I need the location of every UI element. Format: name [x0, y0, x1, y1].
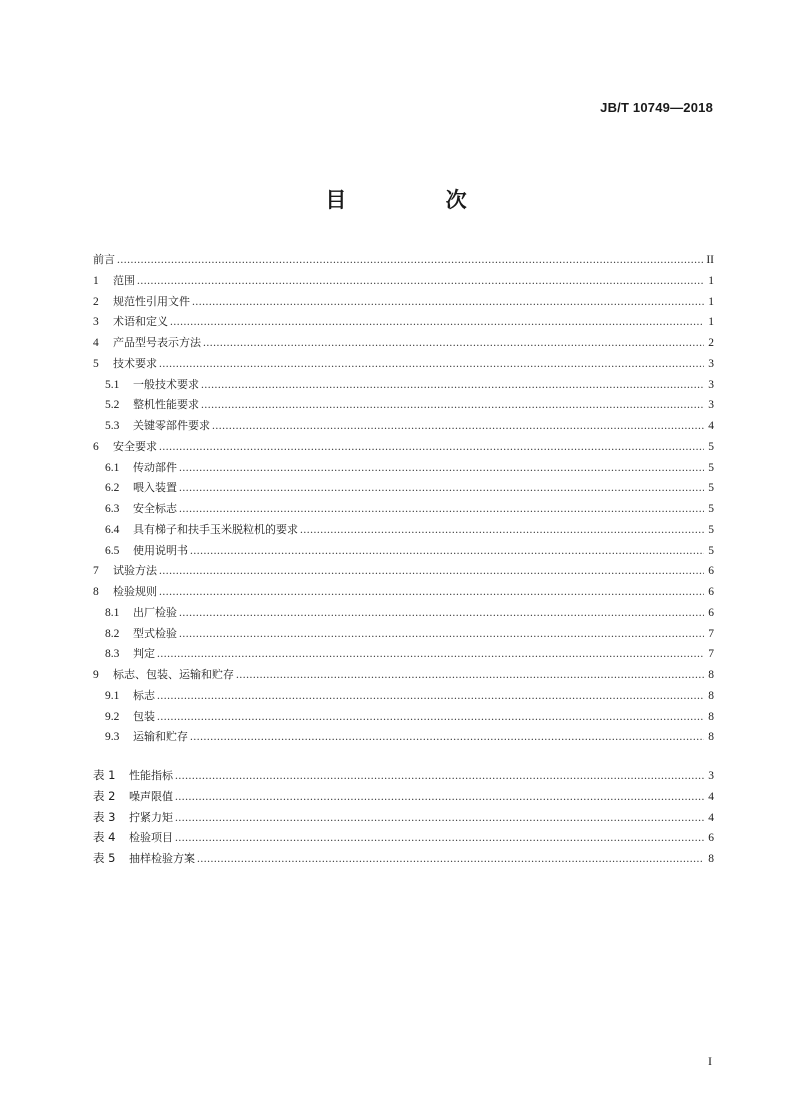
dot-leader: [159, 561, 704, 582]
toc-entry-title: 喂入装置: [133, 481, 177, 495]
toc-entry-title: 一般技术要求: [133, 377, 199, 391]
toc-entry-page: 1: [708, 295, 714, 308]
dot-leader: [203, 333, 704, 354]
toc-entry-page: 6: [708, 565, 714, 578]
toc-entry[interactable]: [93, 271, 714, 292]
toc-entry-number: 1: [93, 274, 99, 287]
toc-entry-page: 8: [708, 669, 714, 681]
toc-entry-title: 包装: [133, 709, 155, 723]
dot-leader: [179, 458, 704, 479]
toc-entry-title: 范围: [113, 273, 135, 287]
toc-entry[interactable]: [93, 354, 714, 375]
toc-entry-page: 1: [708, 316, 714, 329]
toc-entry-page: 8: [708, 731, 714, 744]
dot-leader: [175, 787, 704, 808]
toc-entry[interactable]: [93, 765, 714, 786]
toc-entry[interactable]: [93, 312, 714, 333]
toc-entry-page: 4: [708, 420, 714, 432]
table-of-contents: [93, 250, 714, 869]
dot-leader: [190, 727, 704, 748]
dot-leader: [175, 766, 704, 787]
toc-entry-page: 6: [708, 606, 714, 619]
dot-leader: [300, 520, 704, 541]
toc-entry-title: 检验规则: [113, 585, 157, 598]
dot-leader: [179, 478, 704, 499]
toc-entry-page: 5: [708, 503, 714, 515]
toc-table-list: [93, 765, 714, 869]
dot-leader: [170, 312, 704, 333]
toc-entry[interactable]: [93, 786, 714, 807]
toc-entry[interactable]: [93, 375, 714, 396]
toc-entry-title: 判定: [133, 647, 155, 661]
toc-entry-title: 拧紧力矩: [129, 810, 173, 824]
toc-entry[interactable]: [93, 478, 714, 499]
toc-entry-page: 1: [708, 274, 714, 287]
toc-entry-title: 术语和定义: [113, 315, 168, 329]
page-title: 目 次: [325, 188, 513, 212]
toc-entry-number: 9.1: [105, 689, 120, 702]
toc-entry[interactable]: [93, 807, 714, 828]
toc-entry-title: 标志: [133, 688, 155, 702]
toc-entry-page: 6: [708, 586, 714, 598]
toc-section-list: [93, 250, 714, 748]
toc-entry-title: 抽样检验方案: [129, 852, 195, 865]
dot-leader: [157, 707, 704, 728]
toc-entry[interactable]: [93, 437, 714, 458]
toc-entry-number: 5.1: [105, 378, 120, 391]
toc-entry-title: 安全标志: [133, 502, 177, 515]
toc-entry-page: 5: [708, 461, 714, 474]
dot-leader: [179, 603, 704, 624]
toc-entry[interactable]: [93, 333, 714, 354]
toc-entry-number: 6.3: [105, 503, 120, 515]
toc-entry-number: 8.1: [105, 606, 120, 619]
toc-entry-title: 试验方法: [113, 564, 157, 578]
toc-entry-title: 噪声限值: [129, 789, 173, 803]
dot-leader: [137, 271, 704, 292]
toc-entry[interactable]: [93, 520, 714, 541]
toc-entry[interactable]: [93, 499, 714, 520]
toc-entry-page: 4: [708, 790, 714, 803]
toc-entry-number: 6.1: [105, 461, 120, 474]
toc-entry-title: 整机性能要求: [133, 398, 199, 412]
toc-entry-title: 安全要求: [113, 439, 157, 453]
dot-leader: [190, 541, 704, 562]
toc-entry-page: 3: [708, 399, 714, 412]
toc-entry-number: 5.2: [105, 399, 120, 412]
document-code: JB/T 10749—2018: [600, 100, 713, 115]
dot-leader: [159, 354, 704, 375]
toc-entry[interactable]: [93, 395, 714, 416]
toc-entry-number: 8.3: [105, 648, 120, 661]
dot-leader: [157, 686, 704, 707]
toc-entry-title: 检验项目: [129, 831, 173, 845]
toc-entry-number: 5: [93, 357, 99, 370]
toc-entry-number: 8.2: [105, 627, 120, 640]
toc-entry[interactable]: [93, 292, 714, 313]
toc-entry[interactable]: [93, 561, 714, 582]
toc-entry-page: 5: [708, 523, 714, 536]
toc-entry-number: 6.4: [105, 523, 120, 536]
toc-entry-title: 标志、包装、运输和贮存: [113, 668, 234, 681]
toc-entry-number: 9: [93, 669, 99, 681]
dot-leader: [192, 292, 704, 313]
toc-entry-title: 运输和贮存: [133, 730, 188, 744]
toc-entry[interactable]: [93, 665, 714, 686]
toc-entry-number: 8: [93, 586, 99, 598]
toc-entry[interactable]: [93, 541, 714, 562]
toc-entry-number: 4: [93, 337, 99, 349]
toc-entry-page: 5: [708, 482, 714, 495]
dot-leader: [179, 624, 704, 645]
toc-entry-number: 5.3: [105, 420, 120, 432]
dot-leader: [175, 828, 704, 849]
toc-entry-title: 出厂检验: [133, 605, 177, 619]
toc-entry-number: 7: [93, 565, 99, 578]
toc-entry[interactable]: [93, 707, 714, 728]
toc-entry-number: 6.2: [105, 482, 120, 495]
page-number: I: [708, 1054, 712, 1068]
dot-leader: [197, 849, 704, 870]
toc-entry[interactable]: [93, 848, 714, 869]
toc-entry-title: 规范性引用文件: [113, 294, 190, 308]
toc-entry-number: 2: [93, 295, 99, 308]
toc-entry-page: 7: [708, 627, 714, 640]
toc-entry[interactable]: [93, 727, 714, 748]
toc-entry-title: 前言: [93, 253, 115, 266]
toc-entry-title: 传动部件: [133, 460, 177, 474]
toc-entry-page: 3: [708, 378, 714, 391]
dot-leader: [179, 499, 704, 520]
toc-entry-title: 型式检验: [133, 626, 177, 640]
toc-entry-title: 技术要求: [113, 356, 157, 370]
toc-entry[interactable]: [93, 603, 714, 624]
dot-leader: [157, 644, 704, 665]
toc-entry-page: 8: [708, 689, 714, 702]
toc-entry-page: 6: [708, 832, 714, 845]
toc-entry[interactable]: [93, 250, 714, 271]
toc-entry-title: 性能指标: [129, 769, 173, 782]
toc-entry-title: 具有梯子和扶手玉米脱粒机的要求: [133, 522, 298, 536]
toc-entry[interactable]: [93, 582, 714, 603]
toc-entry-number: 表 3: [93, 809, 116, 824]
toc-entry-number: 6: [93, 440, 99, 453]
toc-entry-title: 产品型号表示方法: [113, 336, 201, 349]
toc-entry-page: 4: [708, 811, 714, 824]
toc-entry-number: 表 5: [93, 851, 116, 865]
toc-spacer: [93, 748, 714, 765]
toc-entry-number: 6.5: [105, 544, 120, 557]
toc-entry-page: 8: [708, 853, 714, 865]
dot-leader: [212, 416, 704, 437]
dot-leader: [201, 395, 704, 416]
toc-entry[interactable]: [93, 827, 714, 848]
dot-leader: [159, 582, 704, 603]
toc-entry-page: 5: [708, 440, 714, 453]
toc-entry-number: 9.2: [105, 710, 120, 723]
dot-leader: [175, 808, 704, 829]
toc-entry[interactable]: [93, 624, 714, 645]
toc-entry[interactable]: [93, 458, 714, 479]
toc-entry[interactable]: [93, 644, 714, 665]
dot-leader: [236, 665, 704, 686]
toc-entry-page: 5: [708, 544, 714, 557]
dot-leader: [159, 437, 704, 458]
toc-entry-title: 使用说明书: [133, 543, 188, 557]
dot-leader: [117, 250, 704, 271]
toc-entry-number: 表 4: [93, 830, 116, 845]
toc-entry-number: 3: [93, 316, 99, 329]
toc-entry-number: 表 2: [93, 788, 116, 803]
toc-entry[interactable]: [93, 686, 714, 707]
toc-entry-page: II: [706, 254, 714, 266]
toc-entry-title: 关键零部件要求: [133, 419, 210, 432]
toc-entry-page: 8: [708, 710, 714, 723]
toc-entry-page: 3: [708, 770, 714, 782]
toc-entry[interactable]: [93, 416, 714, 437]
toc-entry-number: 表 1: [93, 768, 116, 782]
toc-entry-number: 9.3: [105, 731, 120, 744]
toc-entry-page: 2: [708, 337, 714, 349]
toc-entry-page: 7: [708, 648, 714, 661]
toc-entry-page: 3: [708, 357, 714, 370]
dot-leader: [201, 375, 704, 396]
